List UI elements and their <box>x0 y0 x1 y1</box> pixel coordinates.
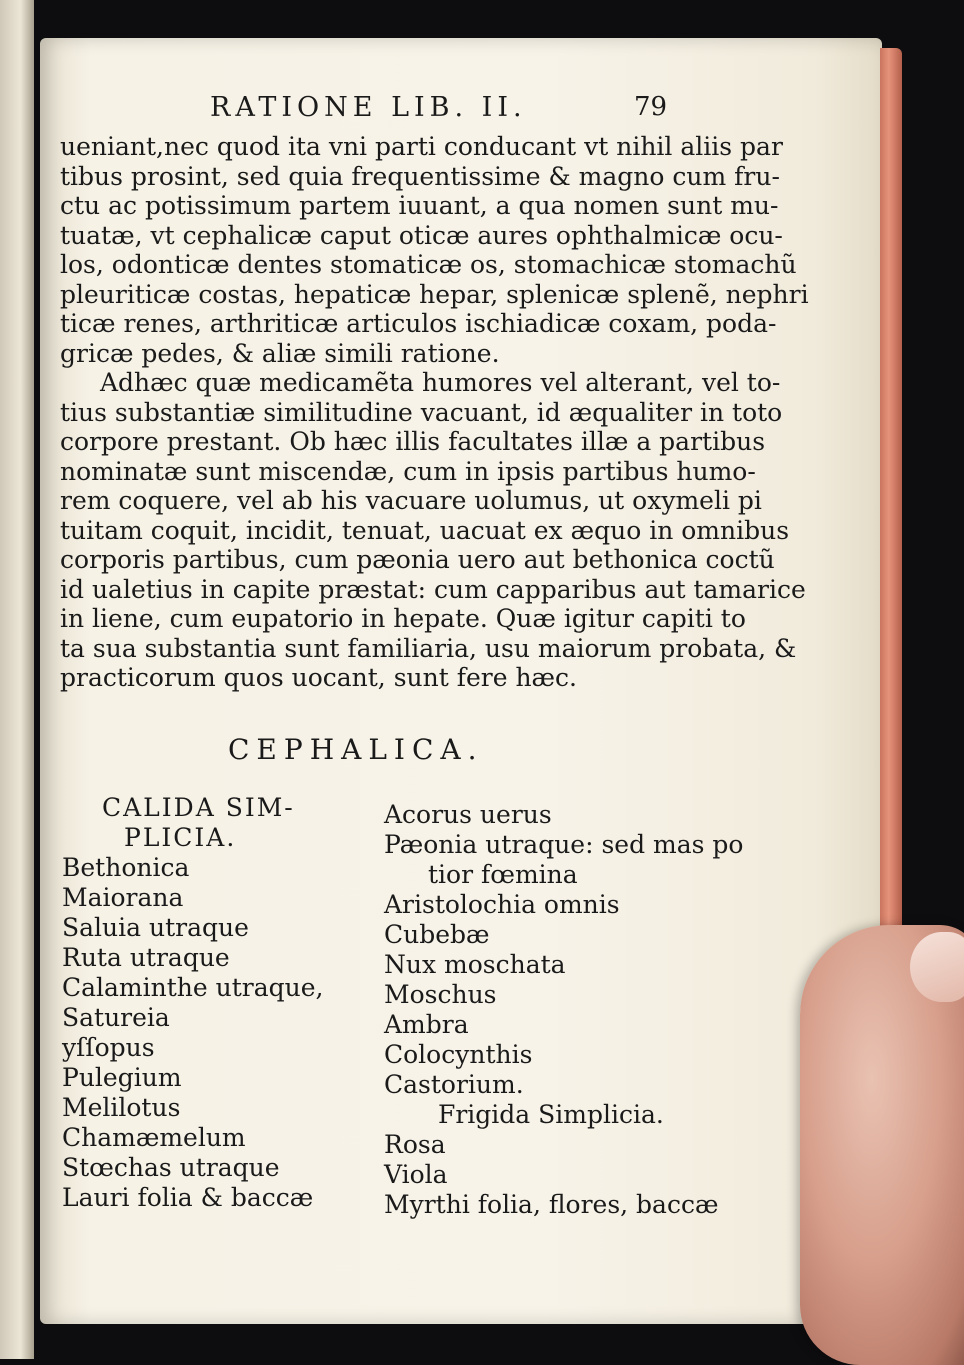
left-column <box>62 793 323 1213</box>
list-item: Maiorana <box>62 883 184 912</box>
list-item: Viola <box>384 1160 448 1189</box>
body-line: corporis partibus, cum pæonia uero aut bethonica coctũ <box>60 545 775 574</box>
subsection-heading: Frigida Simplicia. <box>438 1100 664 1129</box>
body-text <box>60 132 809 693</box>
running-title: RATIONE LIB. II. <box>210 92 527 123</box>
body-line: corpore prestant. Ob hæc illis facultates illæ a partibus <box>60 427 766 456</box>
list-item: Bethonica <box>62 853 190 882</box>
list-item: Moschus <box>384 980 497 1009</box>
list-item: Stœchas utraque <box>62 1153 280 1182</box>
list-item: Pæonia utraque: sed mas po <box>384 830 744 859</box>
list-item: Castorium. <box>384 1070 524 1099</box>
body-line: ta sua substantia sunt familiaria, usu maiorum probata, & <box>60 633 797 663</box>
list-item: Myrthi folia, flores, baccæ <box>384 1190 719 1219</box>
list-item: yſſopus <box>62 1033 155 1062</box>
body-line: ctu ac potissimum partem iuuant, a qua nomen sunt mu- <box>60 191 779 220</box>
body-line: tuitam coquit, incidit, tenuat, uacuat ex æquo in omnibus <box>60 515 790 545</box>
list-item: Ruta utraque <box>62 943 230 972</box>
list-item: Aristolochia omnis <box>384 890 620 919</box>
list-item: Nux moschata <box>384 950 566 979</box>
body-line: tibus prosint, sed quia frequentissime & magno cum fru- <box>60 161 780 191</box>
list-item: Melilotus <box>62 1093 181 1122</box>
body-line: ueniant,nec quod ita vni parti conducant vt nihil aliis par <box>60 132 783 161</box>
list-item: Colocynthis <box>384 1040 533 1069</box>
body-line: pleuriticæ costas, hepaticæ hepar, splenicæ splenẽ, nephri <box>60 279 809 309</box>
list-item: Ambra <box>384 1010 469 1039</box>
list-item: Lauri folia & baccæ <box>62 1183 314 1212</box>
body-line: rem coquere, vel ab his vacuare uolumus, ut oxymeli pi <box>60 486 762 515</box>
list-item: Rosa <box>384 1130 446 1159</box>
list-item: Cubebæ <box>384 920 490 949</box>
list-item: Satureia <box>62 1003 170 1032</box>
left-column-heading-cont: PLICIA. <box>124 823 237 852</box>
body-line: los, odonticæ dentes stomaticæ os, stomachicæ stomachũ <box>60 250 797 279</box>
page-number: 79 <box>634 92 668 122</box>
body-line: Adhæc quæ medicamẽta humores vel alterant, vel to- <box>100 368 781 397</box>
section-heading: CEPHALICA. <box>228 733 484 766</box>
body-line: id ualetius in capite præstat: cum capparibus aut tamarice <box>60 574 806 604</box>
body-line: nominatæ sunt miscendæ, cum in ipsis partibus humo- <box>60 456 756 486</box>
list-item: Saluia utraque <box>62 913 249 942</box>
body-line: in liene, cum eupatorio in hepate. Quæ igitur capiti to <box>60 604 746 633</box>
body-line: ticæ renes, arthriticæ articulos ischiadicæ coxam, poda- <box>60 309 777 338</box>
body-line: tuatæ, vt cephalicæ caput oticæ aures ophthalmicæ ocu- <box>60 220 783 250</box>
list-item: Pulegium <box>62 1063 182 1092</box>
right-column <box>384 800 744 1220</box>
list-item: Chamæmelum <box>62 1123 246 1152</box>
facing-page-edge <box>0 0 34 1359</box>
list-item: Calaminthe utraque, <box>62 973 324 1002</box>
list-item-continuation: tior fœmina <box>428 860 578 889</box>
body-line: gricæ pedes, & aliæ simili ratione. <box>60 338 500 368</box>
list-item: Acorus uerus <box>384 800 552 829</box>
left-column-heading: CALIDA SIM- <box>102 793 295 822</box>
body-line: practicorum quos uocant, sunt fere hæc. <box>60 663 578 692</box>
body-line: tius substantiæ similitudine vacuant, id æqualiter in toto <box>60 397 783 427</box>
